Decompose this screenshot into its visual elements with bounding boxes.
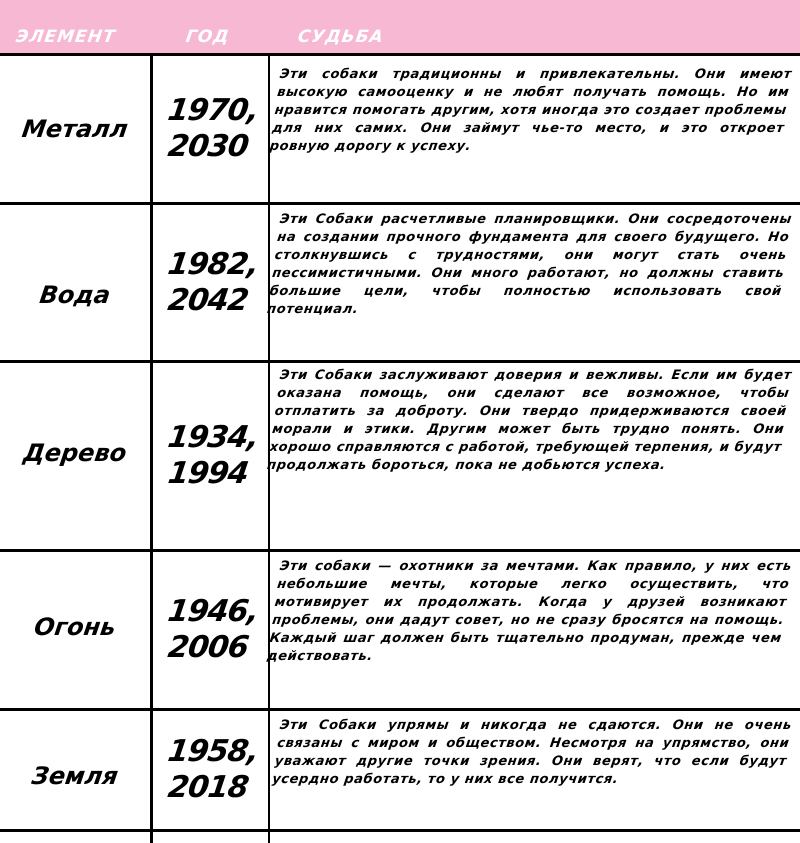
year-second: 2018 xyxy=(165,770,251,805)
table-row xyxy=(0,552,800,708)
year-cell xyxy=(143,56,279,202)
year-first: 1970, xyxy=(165,93,261,128)
element-name: Дерево xyxy=(21,439,129,467)
year-second: 2006 xyxy=(165,630,251,665)
table-row xyxy=(0,363,800,549)
fate-text: Эти Собаки заслуживают доверия и вежливы. Если им будет оказана помощь, они сделают все возможное, чтобы отплатить за доброту. Они твердо придерживаются своей морали и этики. Другим может быть трудно понять. Они хорошо справляются с работой, требующей терпения, и будут продолжать бороться, пока не добьются успеха. xyxy=(266,368,793,473)
table-row xyxy=(0,56,800,202)
element-name: Металл xyxy=(20,115,130,143)
year-first: 1946, xyxy=(165,594,261,629)
year-cell xyxy=(142,552,279,708)
fate-text: Эти Собаки упрямы и никогда не сдаются. Они не очень связаны с миром и обществом. Несмотря на упрямство, они уважают другие точки зрения. Они верят, что если будут усердно работать, то у них все получится. xyxy=(271,718,793,787)
year-first: 1934, xyxy=(165,420,261,455)
year-second: 2042 xyxy=(165,282,251,318)
element-name: Огонь xyxy=(32,613,118,641)
table-row xyxy=(0,205,800,360)
column-header-year: ГОД xyxy=(184,27,231,47)
fate-text: Эти собаки — охотники за мечтами. Как правило, у них есть небольшие мечты, которые легко осуществить, что мотивирует их продолжать. Когда у друзей возникают проблемы, они дадут совет, но не сразу бросятся на помощь. Каждый шаг должен быть тщательно продуман, прежде чем действовать. xyxy=(266,559,793,664)
year-first: 1958, xyxy=(165,734,261,769)
year-second: 1994 xyxy=(165,456,251,491)
year-cell xyxy=(142,205,279,360)
year-second: 2030 xyxy=(165,129,251,164)
year-cell xyxy=(140,363,281,549)
year-first: 1982, xyxy=(165,246,261,282)
element-name: Вода xyxy=(37,281,113,309)
table-header xyxy=(0,0,800,53)
column-header-fate: СУДЬБА xyxy=(296,27,386,47)
year-cell xyxy=(145,711,277,829)
table-row xyxy=(0,711,800,829)
fate-text: Эти собаки традиционны и привлекательны. Они имеют высокую самооценку и не любят получать помощь. Но им нравится помогать другим, хотя иногда это создает проблемы для них самих. Они займут чье-то место, и это откроет ровную дорогу к успеху. xyxy=(268,67,793,154)
fate-text: Эти Собаки расчетливые планировщики. Они сосредоточены на создании прочного фундамента для своего будущего. Но столкнувшись с трудностями, они могут стать очень пессимистичными. Они много работают, но должны ставить большие цели, чтобы полностью использовать свой потенциал. xyxy=(266,212,793,317)
element-name: Земля xyxy=(30,762,120,790)
column-header-element: ЭЛЕМЕНТ xyxy=(14,27,117,47)
